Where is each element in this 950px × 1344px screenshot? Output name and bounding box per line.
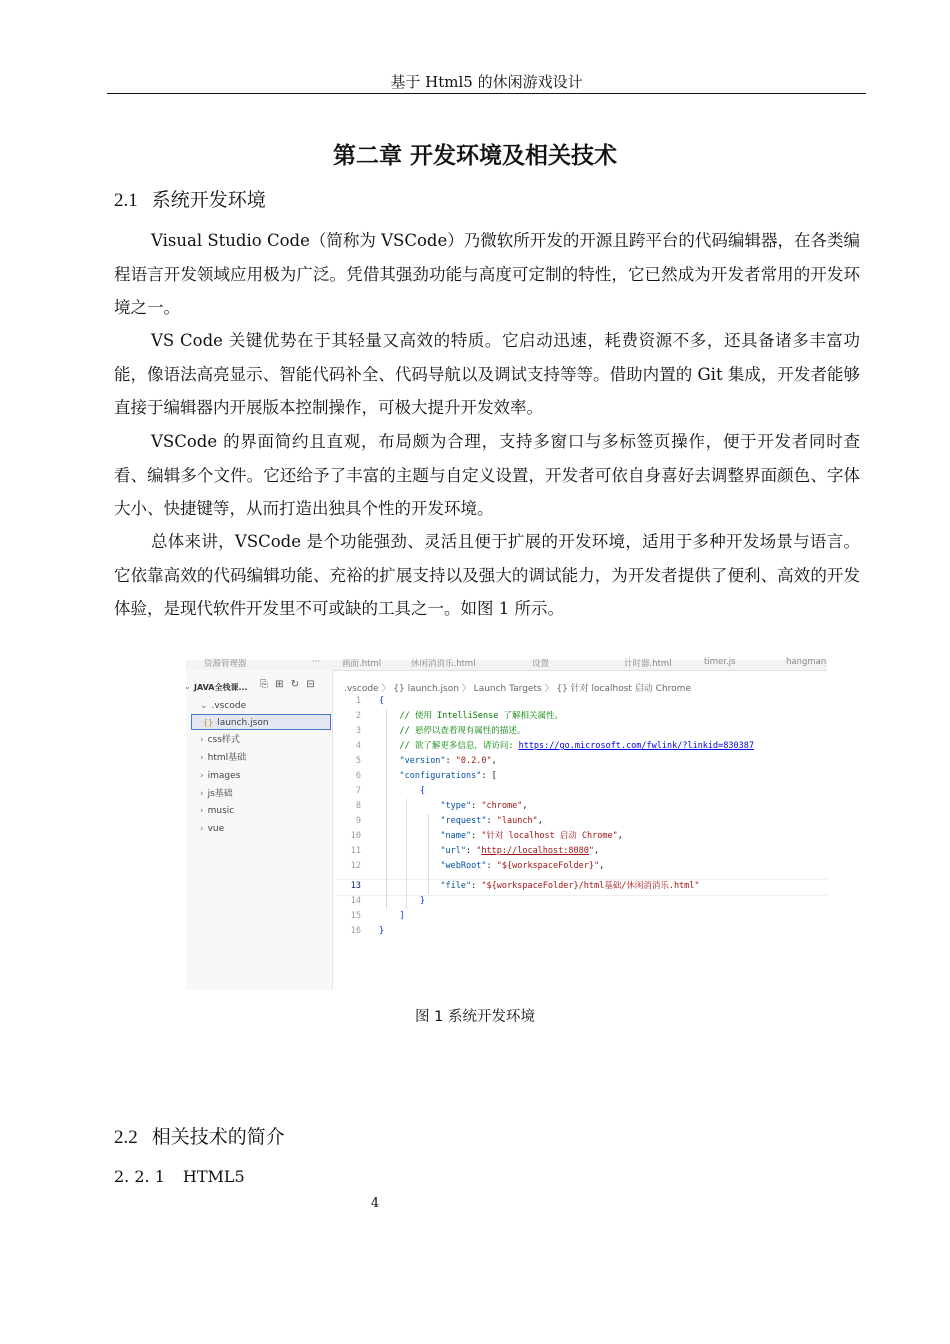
code-line: 9 "request": "launch",	[355, 816, 543, 826]
section-heading-2-2	[114, 1122, 285, 1149]
tree-folder[interactable]: › images	[200, 771, 241, 781]
code-line: 14 }	[350, 896, 426, 906]
subsection-title: HTML5	[182, 1167, 245, 1186]
code-line: 11 "url": "http://localhost:8080",	[350, 846, 600, 856]
paragraph-4: 总体来讲，VSCode 是个功能强劲、灵活且便于扩展的开发环境，适用于多种开发场景与语言。它依靠高效的代码编辑功能、充裕的扩展支持以及强大的调试能力，为开发者提供了便利、高效的开发体验，是现代软件开发里不可或缺的工具之一。如图 1 所示。	[114, 532, 860, 618]
tree-file-launch-json[interactable]: {} launch.json	[191, 714, 331, 730]
section-title: 相关技术的简介	[151, 1126, 285, 1148]
header-title: 基于 Html5 的休闲游戏设计	[390, 73, 583, 91]
editor-tab[interactable]: 画面.html	[342, 659, 382, 669]
editor-tab[interactable]: 设置	[532, 659, 550, 669]
section-heading-2-1	[114, 185, 266, 212]
editor-tab[interactable]: 休闲消消乐.html	[411, 659, 476, 669]
code-line-current: 13 "file": "${workspaceFolder}/html基础/休闲消消乐.html"	[350, 881, 700, 891]
page-number: 4	[370, 1196, 380, 1211]
code-line: 10 "name": "针对 localhost 启动 Chrome",	[350, 831, 623, 841]
section-number: 2.1	[114, 190, 138, 211]
subsection-number: 2. 2. 1	[114, 1167, 165, 1186]
editor-tab[interactable]: timer.js	[704, 657, 736, 667]
paragraph-2: VS Code 关键优势在于其轻量又高效的特质。它启动迅速，耗费资源不多，还具备诸多丰富功能，像语法高亮显示、智能代码补全、代码导航以及调试支持等等。借助内置的 Git 集成，开发者能够直接于编辑器内开展版本控制操作，可极大提升开发效率。	[114, 331, 860, 417]
editor-tab[interactable]: 计时器.html	[624, 659, 672, 669]
code-line: 2 // 使用 IntelliSense 了解相关属性。	[355, 711, 563, 721]
explorer-title: 资源管理器	[204, 659, 247, 669]
chevron-right-icon: ›	[200, 771, 204, 781]
chapter-title: 第二章 开发环境及相关技术	[332, 143, 617, 169]
code-line: 5 "version": "0.2.0",	[355, 756, 497, 766]
code-editor[interactable]	[336, 694, 827, 990]
chevron-right-icon: ›	[200, 753, 204, 763]
tree-folder[interactable]: › css样式	[200, 735, 240, 745]
page-header	[107, 72, 866, 94]
code-line: 1 {	[355, 696, 385, 706]
tree-folder[interactable]: › vue	[200, 824, 225, 834]
chevron-right-icon: ›	[200, 824, 204, 834]
more-actions-icon[interactable]: ···	[312, 657, 321, 667]
code-line: 7 {	[355, 786, 426, 796]
code-line: 16 }	[350, 926, 385, 936]
json-file-icon: {}	[203, 718, 214, 727]
editor-tab[interactable]: hangman	[786, 657, 827, 667]
chevron-down-icon[interactable]: ⌄	[184, 682, 191, 691]
chevron-right-icon: ›	[200, 735, 204, 745]
breadcrumb[interactable]: .vscode 〉 {} launch.json 〉 Launch Targets 〉 {} 针对 localhost 启动 Chrome	[344, 684, 691, 694]
tree-folder[interactable]: › music	[200, 806, 235, 816]
chevron-right-icon: ›	[200, 789, 204, 799]
figure-caption: 图 1 系统开发环境	[415, 1009, 535, 1025]
section-number: 2.2	[114, 1127, 138, 1148]
subsection-heading-2-2-1	[114, 1167, 245, 1186]
explorer-sidebar	[186, 670, 333, 990]
paragraph-1: Visual Studio Code（简称为 VSCode）乃微软所开发的开源且跨平台的代码编辑器，在各类编程语言开发领域应用极为广泛。凭借其强劲功能与高度可定制的特性，它已然成为开发者常用的开发环境之一。	[114, 231, 860, 317]
workspace-title[interactable]: JAVA全栈课...	[194, 683, 248, 692]
code-link[interactable]: https://go.microsoft.com/fwlink/?linkid=830387	[518, 741, 754, 751]
vscode-screenshot-figure	[184, 657, 827, 990]
code-line: 15 ]	[350, 911, 405, 921]
explorer-actions-icon[interactable]: ⎘ ⊞ ↻ ⊟	[260, 679, 317, 690]
code-link[interactable]: http://localhost:8080	[481, 846, 589, 856]
paragraph-3: VSCode 的界面简约且直观，布局颇为合理，支持多窗口与多标签页操作，便于开发者同时查看、编辑多个文件。它还给予了丰富的主题与自定义设置，开发者可依自身喜好去调整界面颜色、字体大小、快捷键等，从而打造出独具个性的开发环境。	[114, 432, 860, 518]
code-line: 12 "webRoot": "${workspaceFolder}",	[350, 861, 605, 871]
tree-folder[interactable]: › js基础	[200, 789, 233, 799]
section-title: 系统开发环境	[151, 189, 266, 211]
code-line: 8 "type": "chrome",	[355, 801, 528, 811]
code-line: 3 // 悬停以查看现有属性的描述。	[355, 726, 526, 736]
tree-folder[interactable]: › html基础	[200, 753, 247, 763]
tree-folder-vscode[interactable]: ⌄ .vscode	[200, 701, 247, 711]
chevron-right-icon: ›	[200, 806, 204, 816]
code-line: 6 "configurations": [	[355, 771, 497, 781]
code-line: 4 // 欲了解更多信息，请访问: https://go.microsoft.com/fwlink/?linkid=830387	[355, 741, 754, 751]
chevron-down-icon: ⌄	[200, 701, 208, 711]
